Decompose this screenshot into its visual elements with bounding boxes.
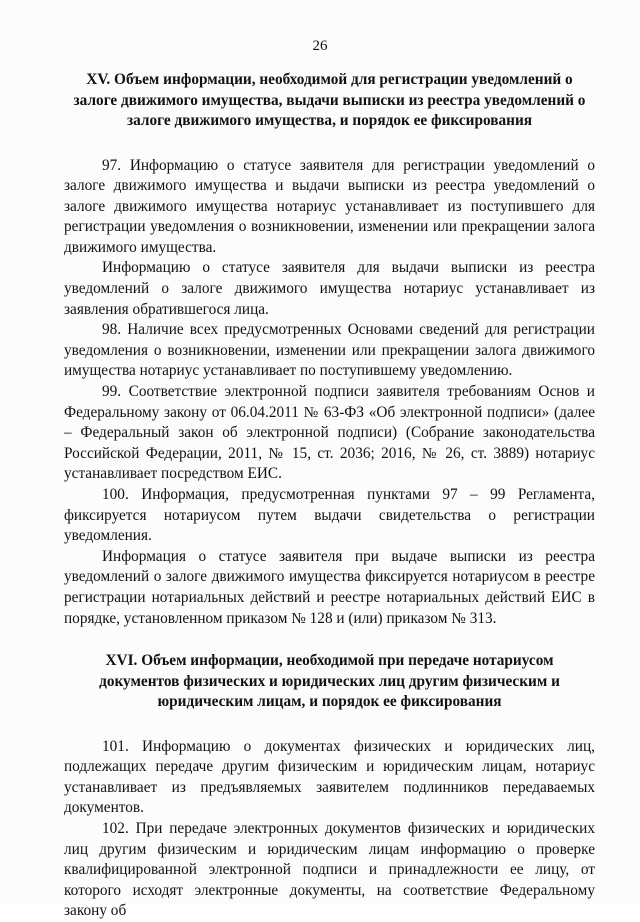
- page-number: 26: [312, 38, 328, 54]
- paragraph-100-continued: Информация о статусе заявителя при выдаче выписки из реестра уведомлений о залоге движимого имущества фиксируется нотариусом в реестре регистрации нотариальных действий и реестре нотариальных действий ЕИС в порядке, установленном приказом № 128 и (или) приказом № 313.: [64, 547, 595, 627]
- paragraph-100: 100. Информация, предусмотренная пунктами 97 – 99 Регламента, фиксируется нотариусом путем выдачи свидетельства о регистрации уведомления.: [64, 486, 595, 545]
- page-content: [64, 70, 595, 922]
- section-xv-heading: XV. Объем информации, необходимой для регистрации уведомлений о залоге движимого имущества, выдачи выписки из реестра уведомлений о залоге движимого имущества, и порядок ее фиксирования: [73, 71, 586, 129]
- paragraph-102: 102. При передаче электронных документов физических и юридических лиц другим физическим и юридическим лицам информацию о проверке квалифицированной электронной подписи и принадлежности ее лицу, от которого исходят электронные документы, на соответствие Федеральному закону об: [64, 820, 595, 920]
- paragraph-97-continued: Информацию о статусе заявителя для выдачи выписки из реестра уведомлений о залоге движимого имущества нотариус устанавливает из заявления обратившегося лица.: [64, 259, 595, 318]
- paragraph-99: 99. Соответствие электронной подписи заявителя требованиям Основ и Федеральному закону от 06.04.2011 № 63-ФЗ «Об электронной подписи» (далее – Федеральный закон об электронной подписи) (Собрание законодательства Российской Федерации, 2011, № 15, ст. 2036; 2016, № 26, ст. 3889) нотариус устанавливает посредством ЕИС.: [64, 383, 595, 483]
- paragraph-98: 98. Наличие всех предусмотренных Основами сведений для регистрации уведомления о возникновении, изменении или прекращении залога движимого имущества нотариус устанавливает по поступившему уведомлению.: [64, 321, 595, 380]
- paragraph-101: 101. Информацию о документах физических и юридических лиц, подлежащих передаче другим физическим и юридическим лицам, нотариус устанавливает из предъявляемых заявителем подлинников передаваемых документов.: [64, 737, 595, 817]
- section-xvi-heading: XVI. Объем информации, необходимой при передаче нотариусом документов физических и юридических лиц другим физическим и юридическим лицам, и порядок ее фиксирования: [99, 652, 560, 711]
- paragraph-97: 97. Информацию о статусе заявителя для регистрации уведомлений о залоге движимого имущества и выдачи выписки из реестра уведомлений о залоге движимого имущества нотариус устанавливает из поступившего для регистрации уведомления о возникновении, изменении или прекращении залога движимого имущества.: [64, 156, 595, 256]
